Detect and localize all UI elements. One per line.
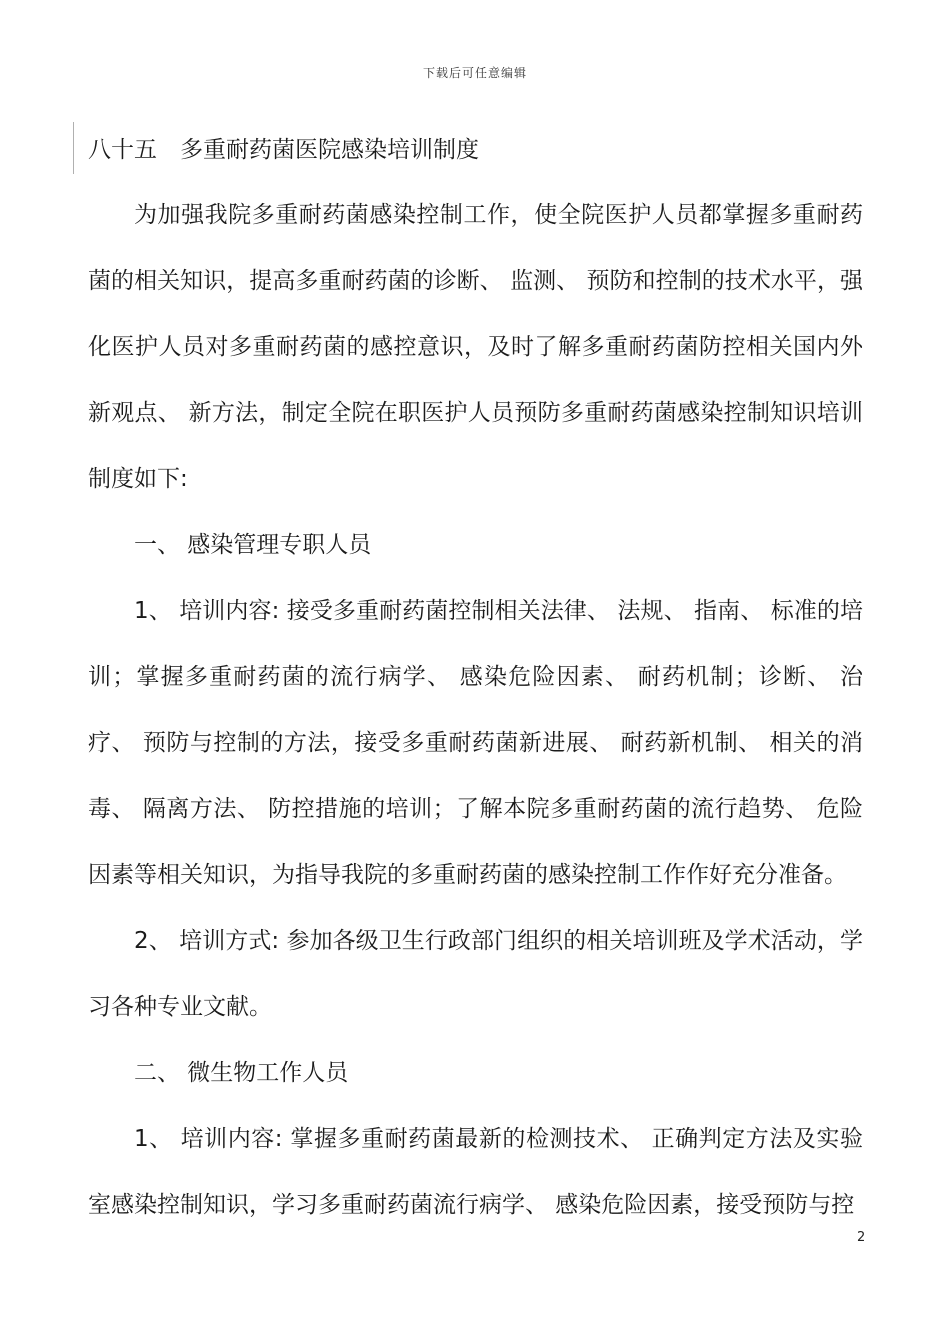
paragraph-section1-item1: 1、 培训内容: 接受多重耐药菌控制相关法律、 法规、 指南、 标准的培训；掌握多重耐药菌的流行病学、 感染危险因素、 耐药机制；诊断、 治疗、 预防与控制的方法，接受多重耐药菌新进展、 耐药新机制、 相关的消毒、 隔离方法、 防控措施的培训；了解本院多重耐药菌的流行趋势、 危险因素等相关知识，为指导我院的多重耐药菌的感染控制工作作好充分准备。 bbox=[88, 598, 863, 888]
document-title: 八十五 多重耐药菌医院感染培训制度 bbox=[88, 137, 479, 163]
section-heading-2: 二、 微生物工作人员 bbox=[134, 1060, 349, 1086]
paragraph-section2-item1: 1、 培训内容: 掌握多重耐药菌最新的检测技术、 正确判定方法及实验室感染控制知识，学习多重耐药菌流行病学、 感染危险因素，接受预防与控 bbox=[88, 1126, 863, 1218]
section-heading-1: 一、 感染管理专职人员 bbox=[134, 532, 372, 558]
margin-mark bbox=[73, 122, 74, 174]
document-body bbox=[88, 182, 863, 1238]
paragraph-intro: 为加强我院多重耐药菌感染控制工作，使全院医护人员都掌握多重耐药菌的相关知识，提高多重耐药菌的诊断、 监测、 预防和控制的技术水平，强化医护人员对多重耐药菌的感控意识，及时了解多重耐药菌防控相关国内外新观点、 新方法，制定全院在职医护人员预防多重耐药菌感染控制知识培训制度如下: bbox=[88, 202, 863, 492]
page-number: 2 bbox=[857, 1230, 866, 1245]
header-note: 下载后可任意编辑 bbox=[422, 66, 527, 80]
paragraph-section1-item2: 2、 培训方式: 参加各级卫生行政部门组织的相关培训班及学术活动，学习各种专业文献。 bbox=[88, 928, 863, 1020]
